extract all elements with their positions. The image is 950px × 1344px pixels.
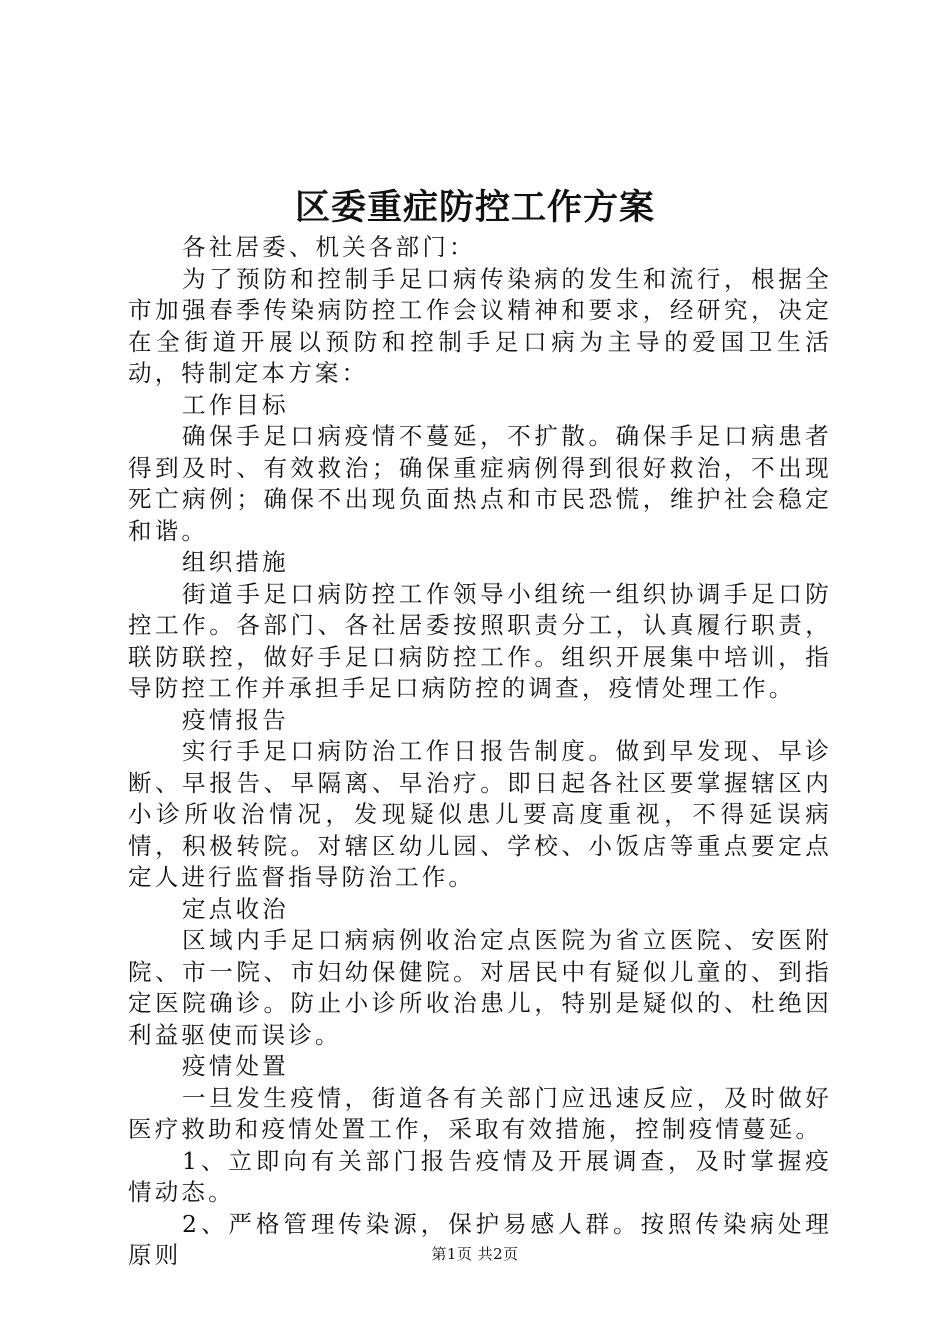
response-paragraph: 一旦发生疫情，街道各有关部门应迅速反应，及时做好医疗救助和疫情处置工作，采取有效措施，控制疫情蔓延。 xyxy=(128,1083,832,1143)
treatment-paragraph: 区域内手足口病病例收治定点医院为省立医院、安医附院、市一院、市妇幼保健院。对居民中有疑似儿童的、到指定医院确诊。防止小诊所收治患儿，特别是疑似的、杜绝因利益驱使而误诊。 xyxy=(128,926,832,1049)
response-item-2: 2、严格管理传染源，保护易感人群。按照传染病处理原则 xyxy=(128,1209,832,1269)
reporting-paragraph: 实行手足口病防治工作日报告制度。做到早发现、早诊断、早报告、早隔离、早治疗。即日起各社区要掌握辖区内小诊所收治情况，发现疑似患儿要高度重视，不得延误病情，积极转院。对辖区幼儿园、学校、小饭店等重点要定点定人进行监督指导防治工作。 xyxy=(128,737,832,891)
section-heading-response: 疫情处置 xyxy=(182,1052,289,1080)
organization-paragraph: 街道手足口病防控工作领导小组统一组织协调手足口防控工作。各部门、各社居委按照职责分工，认真履行职责，联防联控，做好手足口病防控工作。组织开展集中培训，指导防控工作并承担手足口病防控的调查，疫情处理工作。 xyxy=(128,579,832,702)
goals-paragraph: 确保手足口病疫情不蔓延，不扩散。确保手足口病患者得到及时、有效救治；确保重症病例得到很好救治，不出现死亡病例；确保不出现负面热点和市民恐慌，维护社会稳定和谐。 xyxy=(128,422,832,545)
document-title: 区委重症防控工作方案 xyxy=(294,187,655,228)
intro-paragraph: 为了预防和控制手足口病传染病的发生和流行，根据全市加强春季传染病防控工作会议精神和要求，经研究，决定在全街道开展以预防和控制手足口病为主导的爱国卫生活动，特制定本方案： xyxy=(128,264,832,387)
section-heading-treatment: 定点收治 xyxy=(182,894,289,923)
section-heading-organization: 组织措施 xyxy=(182,548,289,576)
section-heading-goals: 工作目标 xyxy=(182,390,289,419)
section-heading-reporting: 疫情报告 xyxy=(182,705,289,734)
response-item-1: 1、立即向有关部门报告疫情及开展调查，及时掌握疫情动态。 xyxy=(128,1146,832,1206)
salutation: 各社居委、机关各部门： xyxy=(182,233,476,261)
page-number: 第1页 共2页 xyxy=(431,1245,519,1263)
document-body xyxy=(128,232,832,1272)
